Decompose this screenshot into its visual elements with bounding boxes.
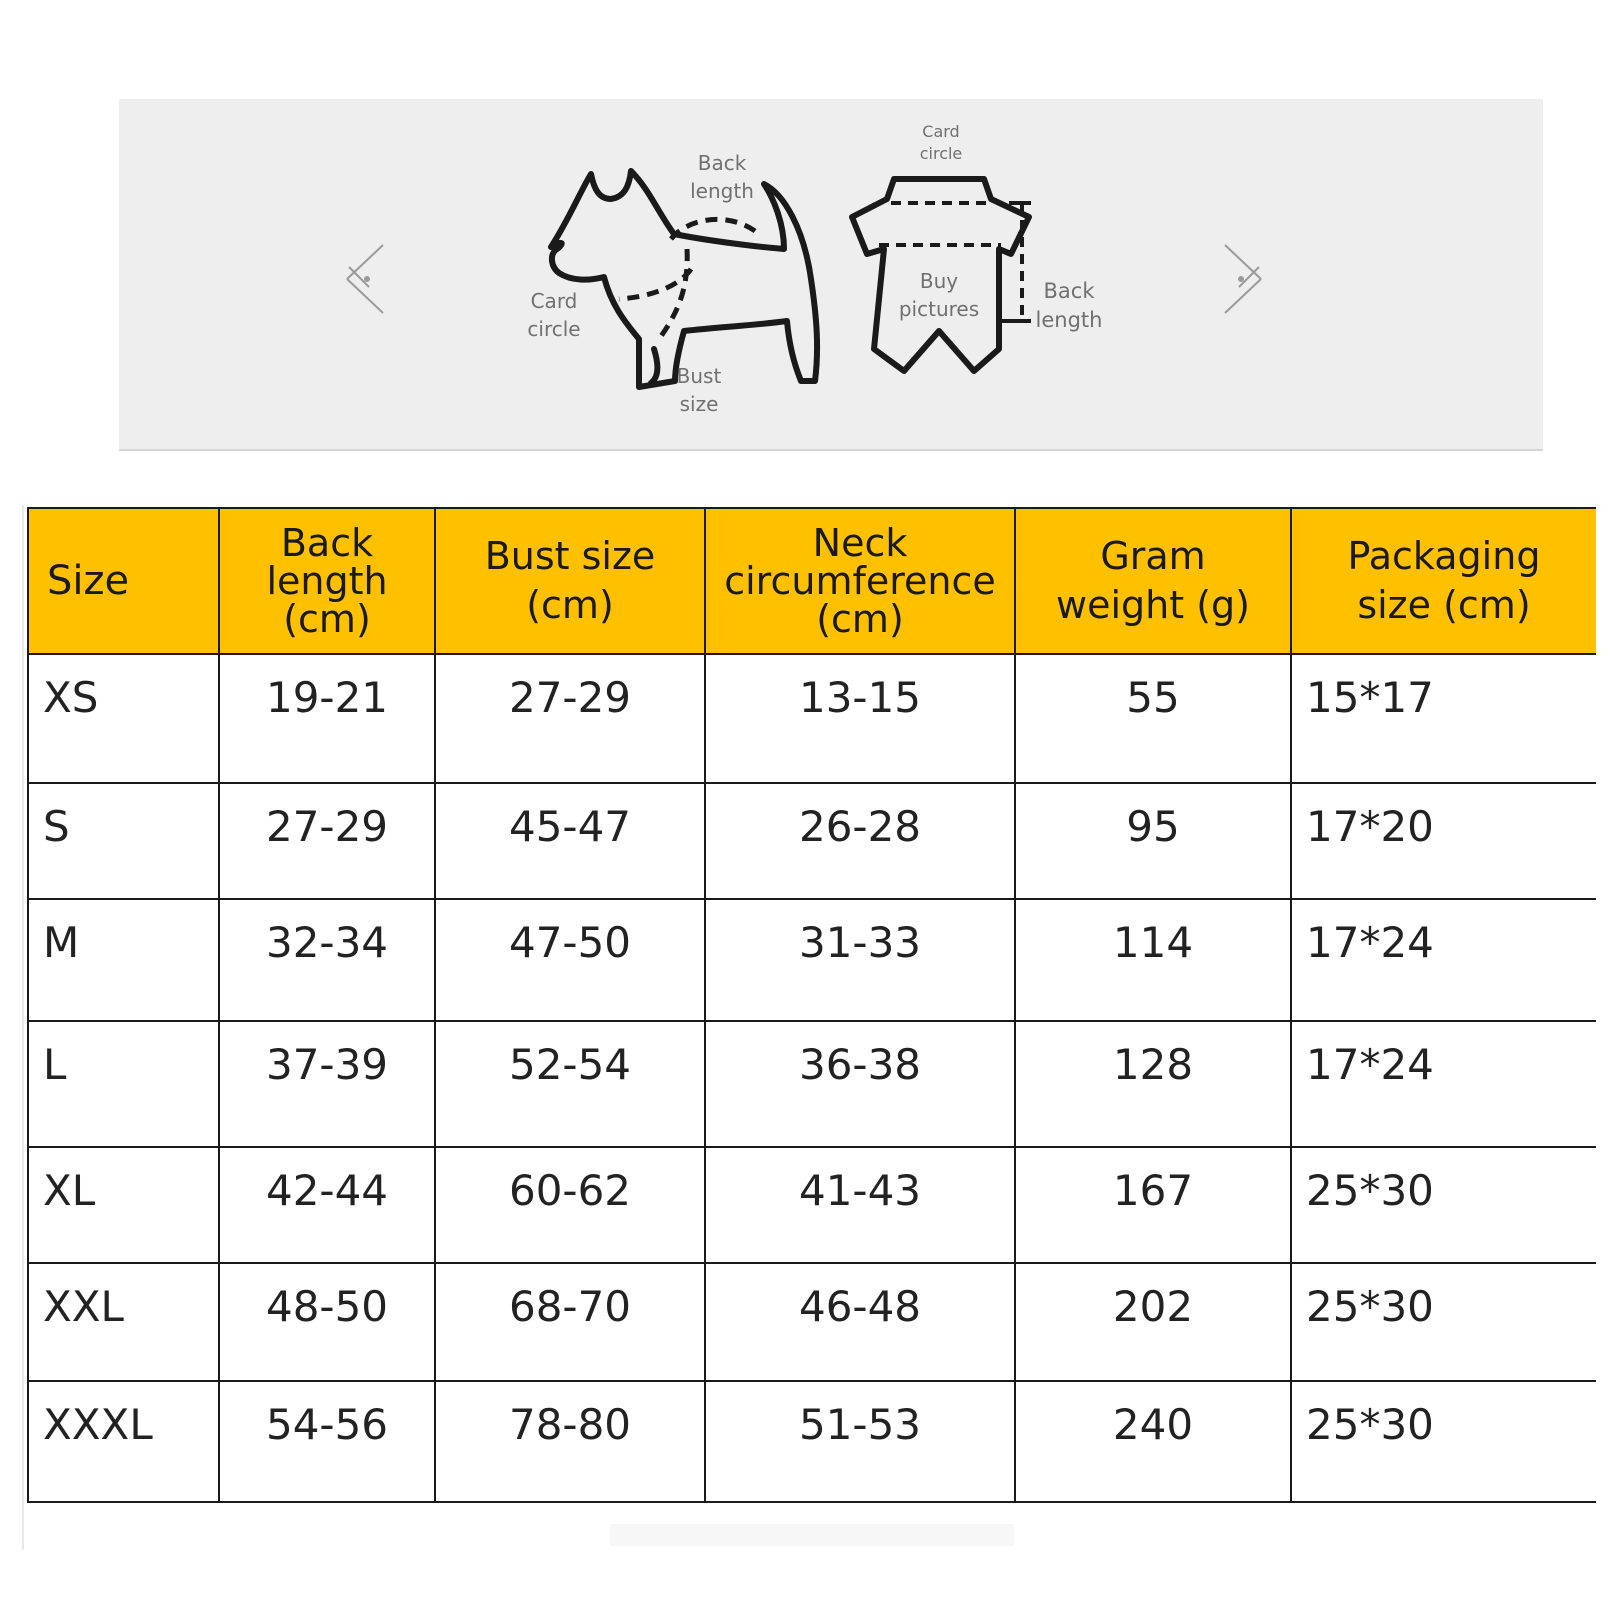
header-line: Bust size	[484, 533, 656, 578]
cell-packaging-size: 17*24	[1291, 899, 1596, 1021]
table-row	[28, 654, 1596, 783]
cell-packaging-size: 15*17	[1291, 654, 1596, 783]
label-line: size	[679, 392, 719, 416]
cell-packaging-size: 25*30	[1291, 1147, 1596, 1263]
cell-gram-weight: 55	[1015, 654, 1291, 783]
header-neck-circumference	[705, 508, 1015, 654]
cell-neck-circumference: 31-33	[705, 899, 1015, 1021]
cell-gram-weight: 128	[1015, 1021, 1291, 1147]
label-line: Card	[922, 122, 960, 141]
shirt-buy-pictures-label	[889, 267, 989, 323]
table-header-row	[28, 508, 1596, 654]
shirt-back-length-label	[1019, 277, 1119, 336]
cell-neck-circumference: 26-28	[705, 783, 1015, 899]
cell-back-length: 42-44	[219, 1147, 435, 1263]
diagram-drawing	[119, 99, 1543, 449]
dog-card-circle-label	[504, 287, 604, 343]
header-line: circumference	[724, 559, 996, 603]
cell-bust-size: 52-54	[435, 1021, 705, 1147]
cell-packaging-size: 17*20	[1291, 783, 1596, 899]
cell-packaging-size: 25*30	[1291, 1381, 1596, 1502]
cell-size: S	[28, 783, 219, 899]
header-packaging-size	[1291, 508, 1596, 654]
header-line: size (cm)	[1357, 583, 1531, 627]
label-line: Buy	[919, 269, 959, 293]
cell-gram-weight: 202	[1015, 1263, 1291, 1381]
chevron-left-icon[interactable]	[339, 239, 399, 319]
cell-gram-weight: 167	[1015, 1147, 1291, 1263]
cell-bust-size: 68-70	[435, 1263, 705, 1381]
header-size	[28, 508, 219, 654]
cell-size: M	[28, 899, 219, 1021]
cell-back-length: 19-21	[219, 654, 435, 783]
shirt-card-circle-label	[901, 121, 981, 166]
cell-back-length: 37-39	[219, 1021, 435, 1147]
cell-back-length: 27-29	[219, 783, 435, 899]
header-line: Back	[280, 521, 374, 565]
label-line: circle	[919, 144, 963, 164]
cell-packaging-size: 17*24	[1291, 1021, 1596, 1147]
header-line: Size	[47, 558, 130, 604]
label-line: Bust	[676, 364, 722, 388]
cell-gram-weight: 240	[1015, 1381, 1291, 1502]
table-row	[28, 783, 1596, 899]
cell-size: XXL	[28, 1263, 219, 1381]
header-line: Gram	[1100, 533, 1206, 578]
label-line: length	[690, 179, 754, 203]
cell-back-length: 48-50	[219, 1263, 435, 1381]
cell-size: L	[28, 1021, 219, 1147]
cell-neck-circumference: 41-43	[705, 1147, 1015, 1263]
cell-size: XL	[28, 1147, 219, 1263]
cell-bust-size: 60-62	[435, 1147, 705, 1263]
header-gram-weight	[1015, 508, 1291, 654]
cell-size: XS	[28, 654, 219, 783]
header-bust-size	[435, 508, 705, 654]
header-line: (cm)	[283, 597, 371, 641]
header-line: Neck	[812, 521, 908, 565]
dog-bust-size-label	[654, 362, 744, 418]
left-edge-line	[22, 505, 24, 1550]
header-line: weight (g)	[1056, 583, 1250, 627]
table-row	[28, 1021, 1596, 1147]
cell-neck-circumference: 36-38	[705, 1021, 1015, 1147]
label-line: Back	[697, 151, 747, 175]
chevron-right-icon[interactable]	[1209, 239, 1269, 319]
cell-gram-weight: 114	[1015, 899, 1291, 1021]
label-line: pictures	[898, 297, 980, 321]
cell-neck-circumference: 13-15	[705, 654, 1015, 783]
cell-size: XXXL	[28, 1381, 219, 1502]
header-line: Packaging	[1347, 533, 1541, 578]
cell-packaging-size: 25*30	[1291, 1263, 1596, 1381]
cell-bust-size: 27-29	[435, 654, 705, 783]
header-back-length	[219, 508, 435, 654]
label-line: Card	[530, 289, 578, 313]
size-chart-table	[27, 507, 1596, 1503]
cell-neck-circumference: 46-48	[705, 1263, 1015, 1381]
table-row	[28, 1263, 1596, 1381]
cell-back-length: 32-34	[219, 899, 435, 1021]
table-row	[28, 1147, 1596, 1263]
table-row	[28, 1381, 1596, 1502]
cell-gram-weight: 95	[1015, 783, 1291, 899]
header-line: (cm)	[526, 583, 614, 627]
cell-bust-size: 78-80	[435, 1381, 705, 1502]
dog-back-length-label	[667, 149, 777, 205]
cell-back-length: 54-56	[219, 1381, 435, 1502]
cell-bust-size: 45-47	[435, 783, 705, 899]
label-line: Back	[1043, 279, 1095, 303]
measurement-diagram	[119, 99, 1543, 451]
header-line: (cm)	[816, 597, 904, 641]
table-row	[28, 899, 1596, 1021]
bottom-strip	[610, 1524, 1014, 1546]
cell-bust-size: 47-50	[435, 899, 705, 1021]
cell-neck-circumference: 51-53	[705, 1381, 1015, 1502]
label-line: circle	[527, 317, 581, 341]
header-line: length	[266, 559, 388, 603]
label-line: length	[1035, 308, 1103, 333]
